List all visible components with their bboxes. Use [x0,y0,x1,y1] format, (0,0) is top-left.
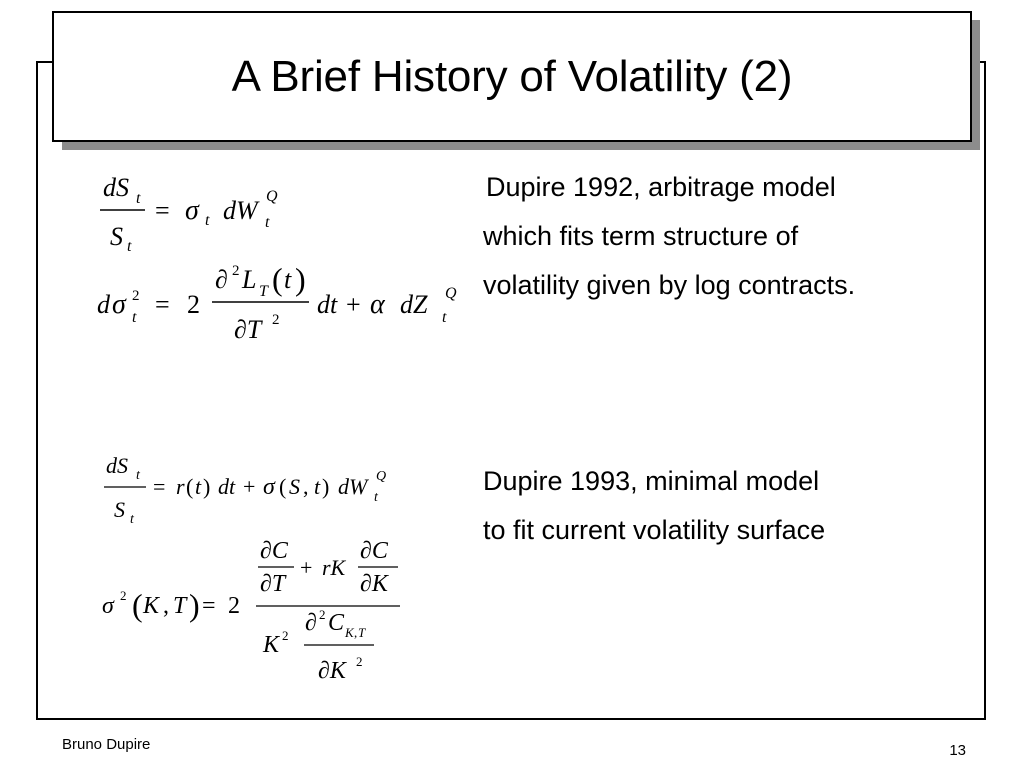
svg-text:+: + [300,555,313,580]
svg-text:dt: dt [317,290,338,319]
svg-text:2: 2 [120,588,127,603]
title-box [52,11,972,142]
svg-text:∂T: ∂T [234,315,262,344]
slide-title: A Brief History of Volatility (2) [231,51,793,101]
equation-variance-dynamics-1992 [95,258,475,350]
svg-text:2: 2 [132,288,140,304]
svg-text:t: t [130,512,134,527]
equation-stock-dynamics-1993 [100,447,430,529]
svg-text:dt: dt [218,474,236,499]
svg-text:S: S [110,222,123,251]
footer-author: Bruno Dupire [62,736,151,753]
svg-text:∂T: ∂T [260,571,286,597]
svg-text:t: t [132,309,137,326]
svg-text:∂K: ∂K [318,658,346,684]
section1-line: volatility given by log contracts. [483,270,856,300]
svg-text:t: t [265,214,270,231]
svg-text:S: S [289,474,300,499]
svg-text:r: r [176,474,185,499]
svg-text:∂C: ∂C [360,538,388,564]
section2-description [483,457,825,555]
svg-text:t: t [136,468,140,483]
svg-text:(: ( [272,261,283,297]
svg-text:∂K: ∂K [360,571,388,597]
svg-text:∂: ∂ [215,265,228,294]
svg-text:(: ( [279,474,287,499]
svg-text:α: α [370,289,385,320]
svg-text:σ: σ [112,289,126,320]
svg-text:2: 2 [187,290,200,319]
section1-line: which fits term structure of [483,221,799,251]
section1-line: Dupire 1992, arbitrage model [486,172,836,202]
section2-line: to fit current volatility surface [483,515,826,545]
svg-text:(: ( [186,474,194,499]
svg-text:,: , [163,593,169,619]
svg-text:2: 2 [228,593,240,619]
svg-text:S: S [114,497,125,522]
svg-text:Q: Q [376,469,387,484]
svg-text:dS: dS [103,173,129,202]
svg-text:σ: σ [185,195,199,226]
svg-text:∂C: ∂C [260,538,288,564]
section2-line: Dupire 1993, minimal model [483,466,820,496]
svg-text:C: C [328,610,345,636]
svg-text:dW: dW [223,196,258,225]
svg-text:K: K [263,632,280,658]
svg-text:2: 2 [282,628,289,643]
svg-text:t: t [195,474,202,499]
section1-description [483,163,855,310]
svg-text:=: = [153,474,166,499]
svg-text:): ) [295,261,306,297]
svg-text:t: t [374,490,378,505]
svg-text:T: T [173,593,187,619]
svg-text:=: = [155,196,170,225]
svg-text:=: = [155,290,170,319]
svg-text:,: , [303,474,309,499]
svg-text:2: 2 [272,312,280,328]
svg-text:t: t [314,474,321,499]
svg-text:d: d [97,290,110,319]
svg-text:∂: ∂ [305,610,317,636]
svg-text:t: t [284,265,292,294]
svg-text:σ: σ [263,474,275,500]
svg-text:t: t [205,212,210,229]
svg-text:2: 2 [356,654,363,669]
svg-text:rK: rK [322,555,346,580]
svg-text:): ) [203,474,211,499]
svg-text:L: L [242,265,257,294]
svg-text:+: + [243,474,256,499]
svg-text:2: 2 [319,607,326,622]
svg-text:t: t [442,309,447,326]
svg-text:K: K [143,593,160,619]
svg-text:σ: σ [102,593,114,619]
svg-text:t: t [127,238,132,255]
svg-text:dW: dW [338,474,368,499]
svg-text:): ) [322,474,330,499]
svg-text:t: t [136,190,141,207]
svg-text:,: , [354,625,358,640]
svg-text:2: 2 [232,263,240,279]
svg-text:(: ( [132,587,143,623]
svg-text:): ) [189,587,200,623]
equation-stock-dynamics-1992 [95,165,305,255]
svg-text:dZ: dZ [400,290,428,319]
svg-text:=: = [202,593,216,619]
svg-text:dS: dS [106,453,128,478]
svg-text:Q: Q [445,285,457,302]
equation-local-volatility-formula [100,530,420,690]
svg-text:+: + [346,290,361,319]
svg-text:Q: Q [266,188,278,205]
page-number: 13 [949,742,966,759]
svg-text:K: K [345,625,354,640]
svg-text:T: T [358,625,366,640]
svg-text:T: T [259,283,268,300]
